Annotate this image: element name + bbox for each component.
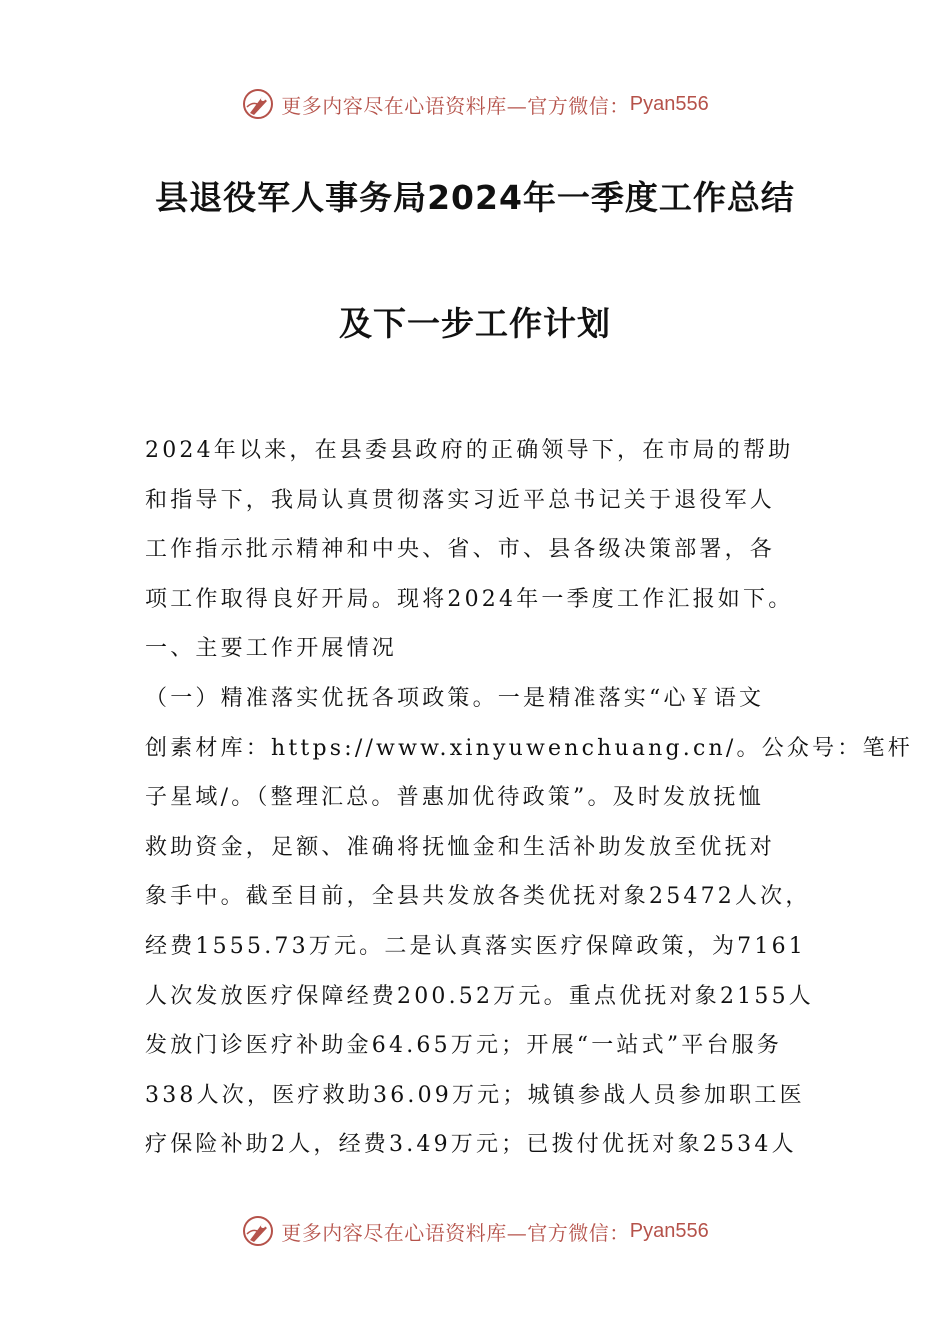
body-line: 疗保险补助2人，经费3.49万元；已拨付优抚对象2534人 bbox=[145, 1132, 797, 1158]
body-line: 338人次，医疗救助36.09万元；城镇参战人员参加职工医 bbox=[145, 1082, 805, 1108]
body-line: 经费1555.73万元。二是认真落实医疗保障政策，为7161 bbox=[145, 933, 806, 959]
pen-nib-icon bbox=[241, 87, 275, 121]
body-line: 项工作取得良好开局。现将2024年一季度工作汇报如下。 bbox=[145, 586, 794, 612]
document-title-line-2: 及下一步工作计划 bbox=[339, 304, 611, 343]
watermark-handle: Pyan556 bbox=[629, 92, 709, 115]
body-line: 2024年以来，在县委县政府的正确领导下，在市局的帮助 bbox=[145, 438, 794, 463]
watermark-handle: Pyan556 bbox=[629, 1219, 709, 1242]
body-line: 创素材库：https://www.xinyuwenchuang.cn/。公众号：笔杆 bbox=[145, 735, 913, 761]
watermark-text: 更多内容尽在心语资料库—官方微信： bbox=[281, 1220, 630, 1245]
pen-nib-icon bbox=[241, 1214, 275, 1248]
document-body bbox=[145, 426, 913, 1170]
body-line: 象手中。截至目前，全县共发放各类优抚对象25472人次， bbox=[145, 884, 811, 910]
body-line: （一）精准落实优抚各项政策。一是精准落实“心￥语文 bbox=[145, 685, 765, 711]
document-title-line-1: 县退役军人事务局2024年一季度工作总结 bbox=[155, 178, 795, 217]
section-heading: 一、主要工作开展情况 bbox=[145, 636, 398, 662]
body-line: 救助资金，足额、准确将抚恤金和生活补助发放至优抚对 bbox=[145, 834, 776, 860]
header-watermark bbox=[0, 84, 950, 124]
body-line: 和指导下，我局认真贯彻落实习近平总书记关于退役军人 bbox=[145, 487, 776, 513]
watermark-text: 更多内容尽在心语资料库—官方微信： bbox=[281, 93, 630, 118]
body-line: 发放门诊医疗补助金64.65万元；开展“一站式”平台服务 bbox=[145, 1033, 783, 1059]
body-line: 子星域/。（整理汇总。普惠加优待政策”。及时发放抚恤 bbox=[145, 785, 764, 811]
footer-watermark bbox=[0, 1211, 950, 1251]
body-line: 工作指示批示精神和中央、省、市、县各级决策部署，各 bbox=[145, 537, 776, 563]
body-line: 人次发放医疗保障经费200.52万元。重点优抚对象2155人 bbox=[145, 983, 814, 1009]
